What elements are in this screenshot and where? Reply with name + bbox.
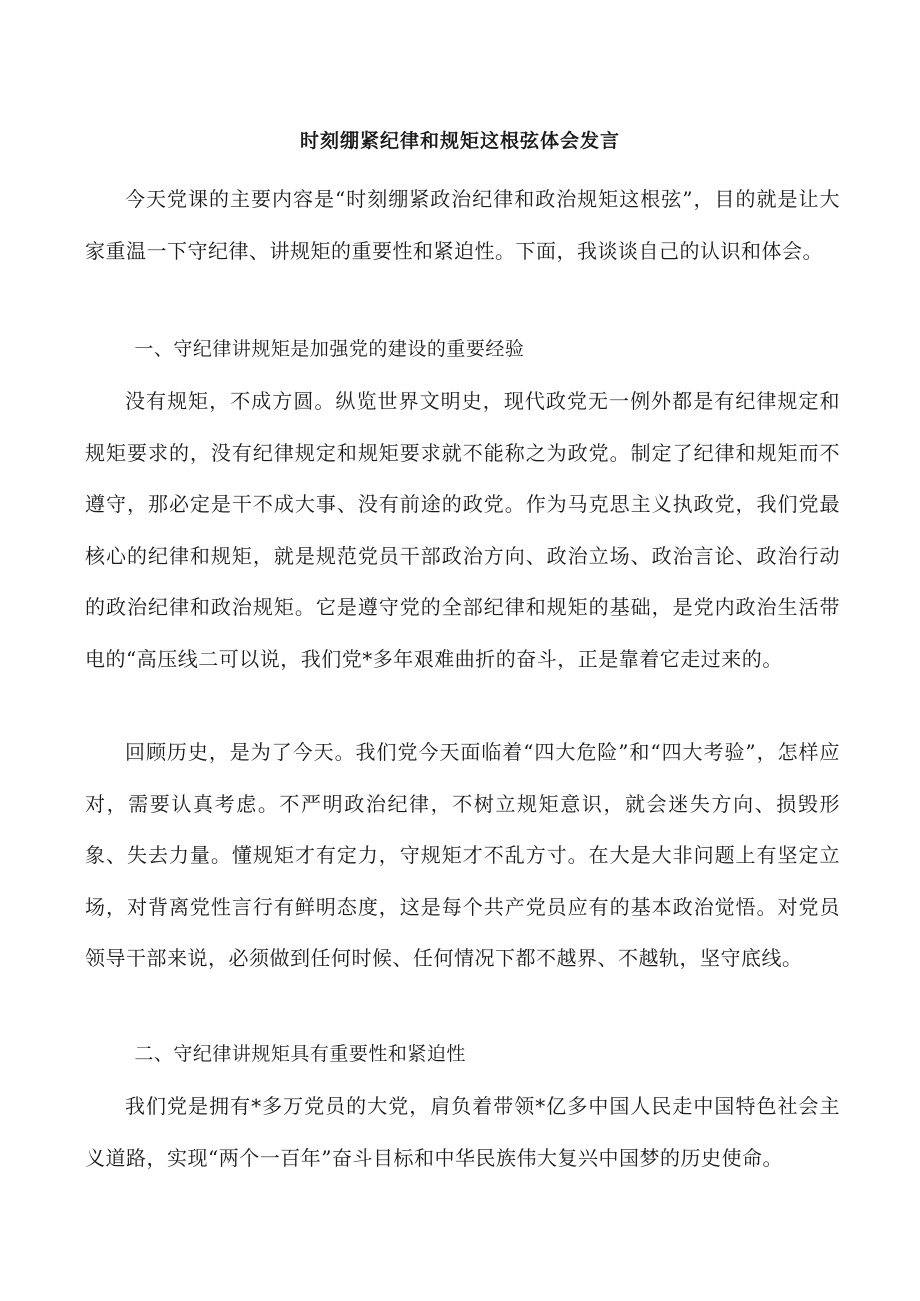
section-heading-1: 一、守纪律讲规矩是加强党的建设的重要经验 [134,338,525,360]
document-title: 时刻绷紧纪律和规矩这根弦体会发言 [299,130,620,152]
section-1-paragraph-2: 回顾历史，是为了今天。我们党今天面临着“四大危险”和“四大考验”，怎样应对，需要认真考虑。不严明政治纪律，不树立规矩意识，就会迷失方向、损毁形象、失去力量。懂规矩才有定力，守规矩才不乱方寸。在大是大非问题上有坚定立场，对背离党性言行有鲜明态度，这是每个共产党员应有的基本政治觉悟。对党员领导干部来说，必须做到任何时候、任何情况下都不越界、不越轨，坚守底线。 [85,740,840,970]
section-2-paragraph-1: 我们党是拥有*多万党员的大党，肩负着带领*亿多中国人民走中国特色社会主义道路，实现“两个一百年”奋斗目标和中华民族伟大复兴中国梦的历史使命。 [85,1094,840,1170]
section-heading-2: 二、守纪律讲规矩具有重要性和紧迫性 [134,1043,466,1065]
section-1-paragraph-1: 没有规矩，不成方圆。纵览世界文明史，现代政党无一例外都是有纪律规定和规矩要求的，没有纪律规定和规矩要求就不能称之为政党。制定了纪律和规矩而不遵守，那必定是干不成大事、没有前途的政党。作为马克思主义执政党，我们党最核心的纪律和规矩，就是规范党员干部政治方向、政治立场、政治言论、政治行动的政治纪律和政治规矩。它是遵守党的全部纪律和规矩的基础，是党内政治生活带电的“高压线二可以说，我们党*多年艰难曲折的奋斗，正是靠着它走过来的。 [85,389,840,671]
intro-paragraph: 今天党课的主要内容是“时刻绷紧政治纪律和政治规矩这根弦”，目的就是让大家重温一下守纪律、讲规矩的重要性和紧迫性。下面，我谈谈自己的认识和体会。 [85,187,840,263]
